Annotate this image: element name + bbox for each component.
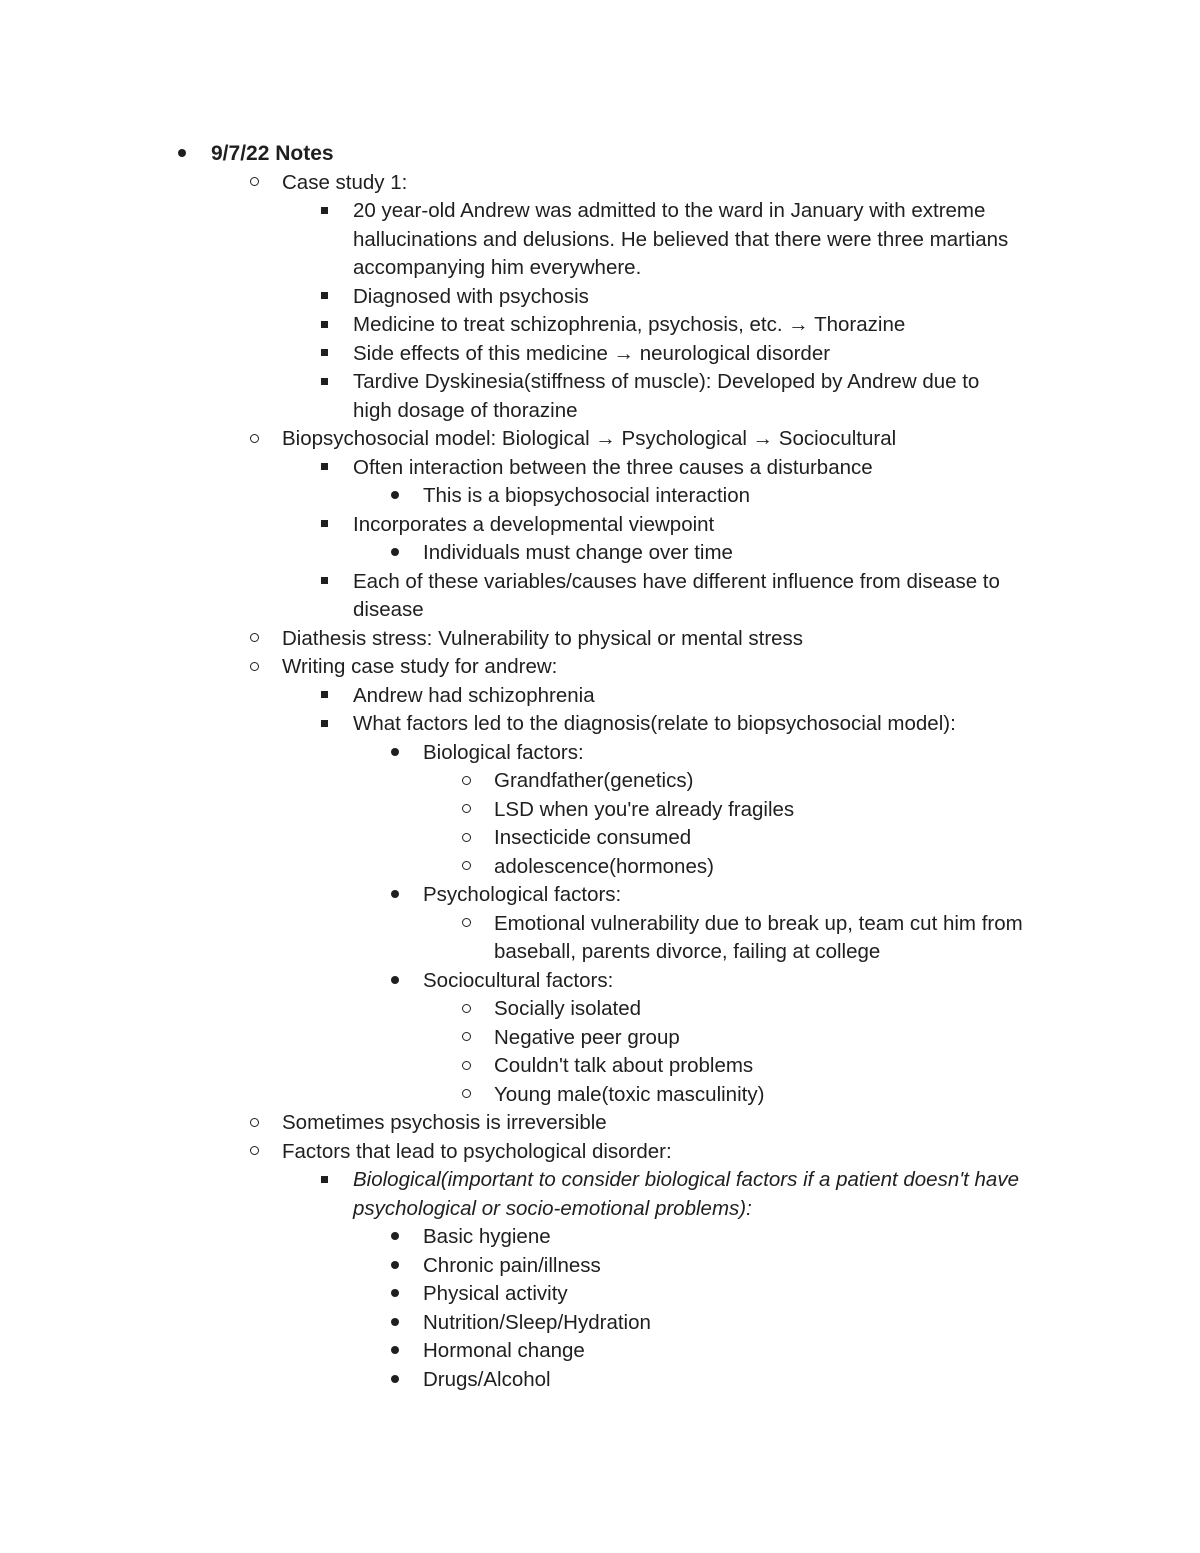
list-item-continuation <box>0 596 1200 625</box>
list-item-text: LSD when you're already fragiles <box>494 797 795 821</box>
list-item-text: Diathesis stress: Vulnerability to physical or mental stress <box>282 626 804 650</box>
notes-title: 9/7/22 Notes <box>211 142 334 165</box>
list-item-text: Young male(toxic masculinity) <box>494 1082 765 1106</box>
list-item <box>0 1166 1200 1195</box>
list-item-text: hallucinations and delusions. He believed that there were three martians <box>353 227 1009 251</box>
list-item-text: What factors led to the diagnosis(relate to biopsychosocial model): <box>353 712 956 735</box>
list-item-text: Drugs/Alcohol <box>423 1367 551 1391</box>
list-item <box>0 1309 1200 1338</box>
list-item <box>0 767 1200 796</box>
list-item-text: Nutrition/Sleep/Hydration <box>423 1310 651 1334</box>
list-item-continuation <box>0 254 1200 283</box>
list-item <box>0 1138 1200 1167</box>
list-item-text: Writing case study for andrew: <box>282 655 558 678</box>
list-item-text: Case study 1: <box>282 170 408 194</box>
hollow-circle-bullet-icon <box>244 169 264 198</box>
list-item-text: Diagnosed with psychosis <box>353 284 589 308</box>
list-item <box>0 511 1200 540</box>
list-item <box>0 1337 1200 1366</box>
list-item-text: adolescence(hormones) <box>494 854 714 878</box>
hollow-circle-bullet-icon <box>456 910 476 939</box>
filled-dot-bullet-icon <box>385 1366 405 1395</box>
filled-dot-bullet-icon <box>385 739 405 768</box>
list-item-text: Grandfather(genetics) <box>494 769 694 792</box>
filled-dot-bullet-icon <box>385 1337 405 1366</box>
filled-dot-bullet-icon <box>385 1309 405 1338</box>
square-bullet-icon <box>314 311 334 340</box>
list-item <box>0 283 1200 312</box>
hollow-circle-bullet-icon <box>244 1109 264 1138</box>
list-item-text: accompanying him everywhere. <box>353 256 642 279</box>
list-item-text: Factors that lead to psychological disorder: <box>282 1139 672 1163</box>
filled-dot-bullet-icon <box>385 539 405 568</box>
list-item-continuation <box>0 938 1200 967</box>
list-item <box>0 482 1200 511</box>
hollow-circle-bullet-icon <box>456 824 476 853</box>
list-item-text: high dosage of thorazine <box>353 398 578 422</box>
list-item <box>0 824 1200 853</box>
square-bullet-icon <box>314 454 334 483</box>
list-item <box>0 1081 1200 1110</box>
hollow-circle-bullet-icon <box>456 1081 476 1110</box>
hollow-circle-bullet-icon <box>456 1024 476 1053</box>
list-item-text: Emotional vulnerability due to break up, team cut him from <box>494 911 1023 935</box>
list-item-text: Biological factors: <box>423 740 584 764</box>
list-item-text: This is a biopsychosocial interaction <box>423 484 751 507</box>
filled-dot-bullet-icon <box>385 1223 405 1252</box>
hollow-circle-bullet-icon <box>244 625 264 654</box>
filled-dot-bullet-icon <box>172 140 192 169</box>
list-item-text: Insecticide consumed <box>494 826 692 849</box>
list-item-text: 20 year-old Andrew was admitted to the ward in January with extreme <box>353 199 986 222</box>
list-item <box>0 796 1200 825</box>
list-item-text: Individuals must change over time <box>423 541 733 564</box>
list-item <box>0 425 1200 454</box>
filled-dot-bullet-icon <box>385 1252 405 1281</box>
square-bullet-icon <box>314 568 334 597</box>
list-item <box>0 197 1200 226</box>
list-item <box>0 1223 1200 1252</box>
list-item <box>0 625 1200 654</box>
list-item-text: Sociocultural factors: <box>423 968 614 992</box>
list-item-text: Chronic pain/illness <box>423 1253 601 1277</box>
list-item-text: Biopsychosocial model: Biological → Psychological → Sociocultural <box>282 427 897 450</box>
list-item-text: Socially isolated <box>494 997 641 1020</box>
list-item <box>0 910 1200 939</box>
list-item-continuation <box>0 1195 1200 1224</box>
list-item-text: psychological or socio-emotional problems): <box>353 1196 752 1220</box>
notes-title-row <box>0 140 1200 169</box>
list-item-text: Each of these variables/causes have different influence from disease to <box>353 569 1000 593</box>
list-item-text: Sometimes psychosis is irreversible <box>282 1111 607 1134</box>
list-item <box>0 1366 1200 1395</box>
hollow-circle-bullet-icon <box>244 653 264 682</box>
list-item <box>0 1052 1200 1081</box>
list-item-text: Incorporates a developmental viewpoint <box>353 512 715 536</box>
list-item <box>0 995 1200 1024</box>
square-bullet-icon <box>314 511 334 540</box>
filled-dot-bullet-icon <box>385 482 405 511</box>
list-item <box>0 568 1200 597</box>
list-item-text: Medicine to treat schizophrenia, psychosis, etc. → Thorazine <box>353 313 906 336</box>
list-item <box>0 881 1200 910</box>
list-item-text: Side effects of this medicine → neurological disorder <box>353 341 831 365</box>
list-item <box>0 1280 1200 1309</box>
list-item <box>0 853 1200 882</box>
hollow-circle-bullet-icon <box>244 425 264 454</box>
list-item-text: Negative peer group <box>494 1025 680 1049</box>
hollow-circle-bullet-icon <box>456 995 476 1024</box>
list-item-text: Psychological factors: <box>423 883 622 906</box>
square-bullet-icon <box>314 368 334 397</box>
square-bullet-icon <box>314 283 334 312</box>
list-item-text: disease <box>353 598 424 621</box>
list-item <box>0 1252 1200 1281</box>
square-bullet-icon <box>314 197 334 226</box>
list-item <box>0 710 1200 739</box>
filled-dot-bullet-icon <box>385 967 405 996</box>
list-item <box>0 454 1200 483</box>
filled-dot-bullet-icon <box>385 1280 405 1309</box>
square-bullet-icon <box>314 710 334 739</box>
list-item <box>0 967 1200 996</box>
list-item-text: Tardive Dyskinesia(stiffness of muscle): Developed by Andrew due to <box>353 370 980 393</box>
list-item <box>0 739 1200 768</box>
hollow-circle-bullet-icon <box>456 1052 476 1081</box>
list-item-continuation <box>0 226 1200 255</box>
list-item <box>0 311 1200 340</box>
list-item-text: Hormonal change <box>423 1339 585 1362</box>
list-item-text: Often interaction between the three causes a disturbance <box>353 455 873 479</box>
list-item <box>0 653 1200 682</box>
list-item-text: baseball, parents divorce, failing at college <box>494 940 881 963</box>
list-item <box>0 1109 1200 1138</box>
list-item-text: Couldn't talk about problems <box>494 1054 754 1077</box>
hollow-circle-bullet-icon <box>456 853 476 882</box>
hollow-circle-bullet-icon <box>456 796 476 825</box>
list-item <box>0 682 1200 711</box>
list-item <box>0 1024 1200 1053</box>
square-bullet-icon <box>314 682 334 711</box>
hollow-circle-bullet-icon <box>456 767 476 796</box>
list-item-text: Biological(important to consider biological factors if a patient doesn't have <box>353 1168 1019 1191</box>
list-item <box>0 340 1200 369</box>
list-item-text: Andrew had schizophrenia <box>353 683 595 707</box>
square-bullet-icon <box>314 1166 334 1195</box>
list-item-text: Basic hygiene <box>423 1225 551 1248</box>
notes-outline <box>0 140 1200 1394</box>
square-bullet-icon <box>314 340 334 369</box>
list-item <box>0 539 1200 568</box>
list-item-text: Physical activity <box>423 1282 568 1305</box>
list-item-continuation <box>0 397 1200 426</box>
list-item <box>0 368 1200 397</box>
filled-dot-bullet-icon <box>385 881 405 910</box>
list-item <box>0 169 1200 198</box>
hollow-circle-bullet-icon <box>244 1138 264 1167</box>
